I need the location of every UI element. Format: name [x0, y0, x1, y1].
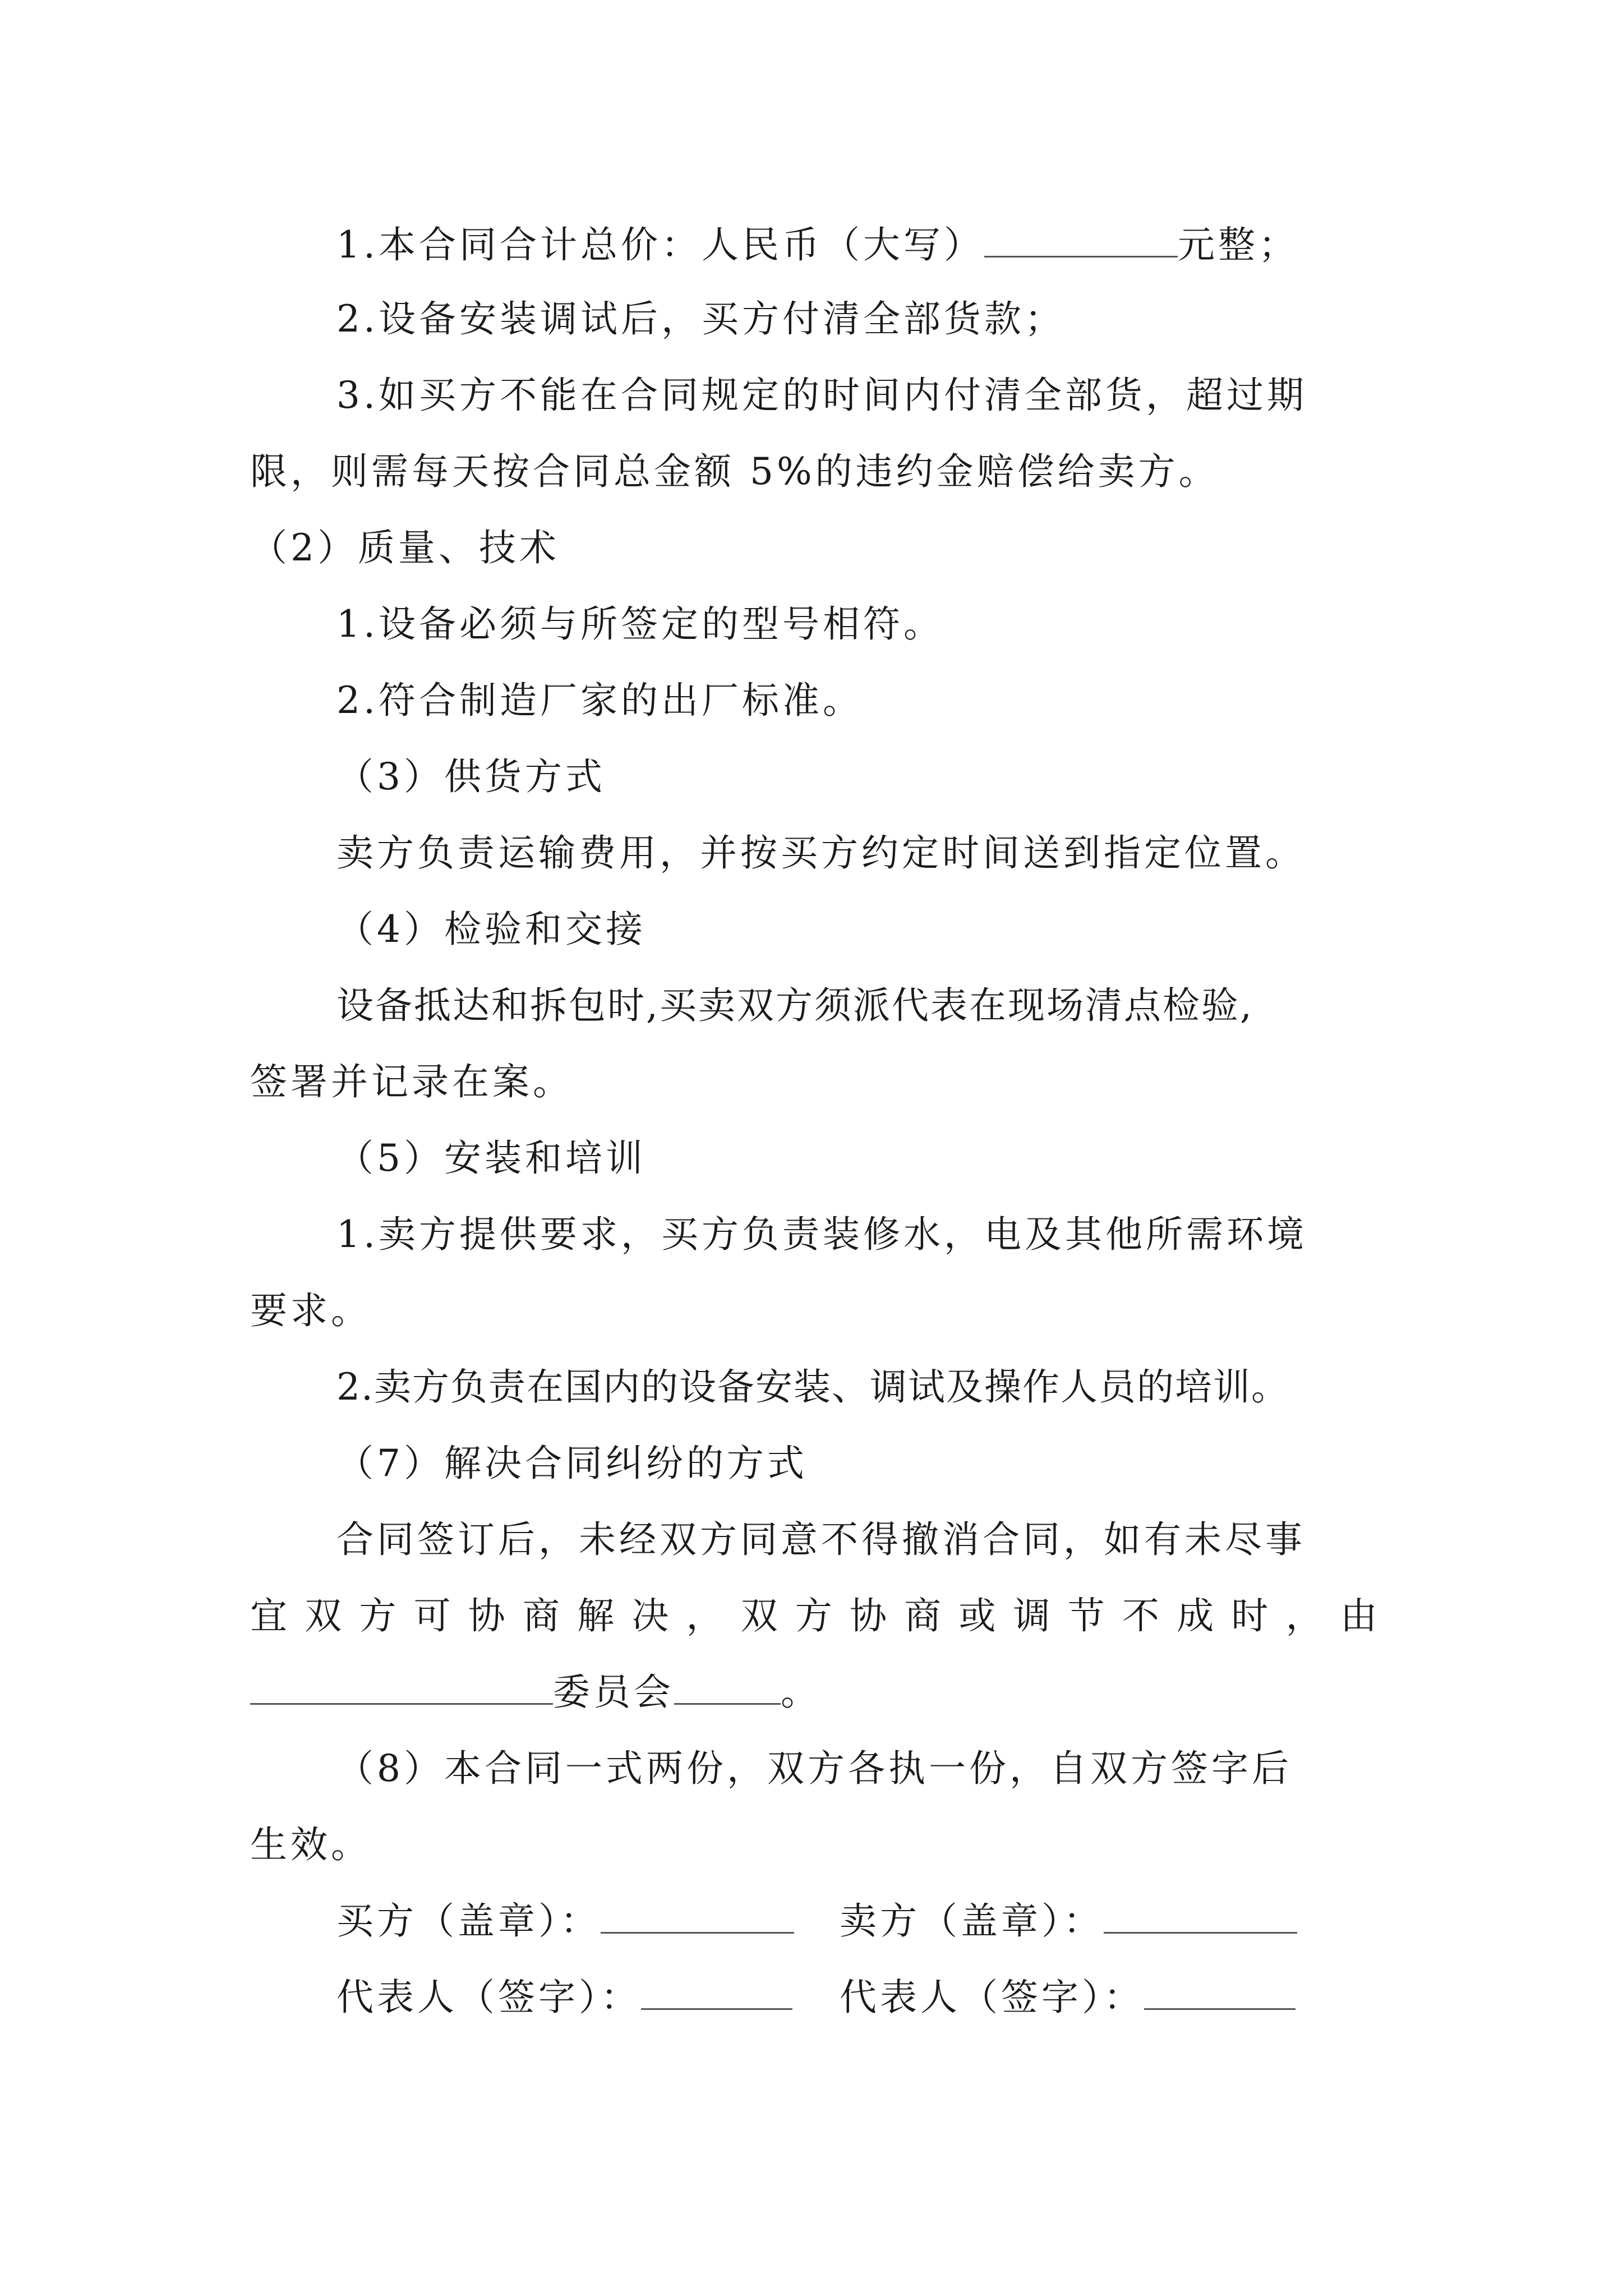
- payment-text: 2.设备安装调试后，买方付清全部货款；: [336, 297, 1065, 341]
- supply-text: 卖方负责运输费用，并按买方约定时间送到指定位置。: [336, 831, 1306, 875]
- inspection-text-line-2: [0, 1048, 1623, 1116]
- factory-standard-text: 2.符合制造厂家的出厂标准。: [336, 679, 863, 722]
- install-text-line-1: [0, 1201, 1623, 1268]
- committee-text: 委员会: [553, 1671, 674, 1714]
- late-payment-text-2: 限，则需每天按合同总金额 5%的违约金赔偿给卖方。: [250, 450, 1219, 493]
- copies-text-2: 生效。: [250, 1823, 371, 1866]
- total-price-line: [0, 211, 1623, 279]
- quality-heading-line: [0, 514, 1623, 582]
- payment-line: [0, 286, 1623, 353]
- training-text: 2.卖方负责在国内的设备安装、调试及操作人员的培训。: [336, 1365, 1289, 1409]
- model-match-text: 1.设备必须与所签定的型号相符。: [336, 602, 944, 646]
- inspection-text-1: 设备抵达和拆包时,买卖双方须派代表在现场清点检验,: [336, 984, 1253, 1027]
- training-line: [0, 1354, 1623, 1421]
- dispute-heading-line: [0, 1430, 1623, 1497]
- buyer-rep-field[interactable]: [641, 1973, 792, 2010]
- supply-heading: （3）供货方式: [336, 755, 606, 798]
- copies-line-2: [0, 1811, 1623, 1879]
- seller-rep-field[interactable]: [1144, 1973, 1295, 2010]
- late-payment-line-1: [0, 362, 1623, 429]
- dispute-text-line-1: [0, 1506, 1623, 1573]
- committee-blank-1: [250, 1668, 553, 1705]
- total-price-text: 1.本合同合计总价：人民币（大写）: [336, 223, 984, 266]
- install-text-1: 1.卖方提供要求，买方负责装修水，电及其他所需环境: [336, 1213, 1307, 1256]
- buyer-seal-field[interactable]: [601, 1897, 794, 1934]
- dispute-heading: （7）解决合同纠纷的方式: [336, 1442, 808, 1485]
- install-heading: （5）安装和培训: [336, 1137, 646, 1180]
- total-price-suffix: 元整；: [1177, 223, 1299, 266]
- seller-seal-label: 卖方（盖章）：: [840, 1899, 1104, 1943]
- seal-line: [0, 1888, 1623, 1955]
- dispute-text-line-2: [0, 1582, 1623, 1650]
- inspection-heading: （4）检验和交接: [336, 908, 646, 951]
- dispute-text-2: 宜 双 方 可 协 商 解 决 ， 双 方 协 商 或 调 节 不 成 时 ， 由: [250, 1594, 1377, 1637]
- seller-rep-label: 代表人（签字）：: [840, 1976, 1144, 2019]
- install-text-line-2: [0, 1277, 1623, 1345]
- copies-text-1: （8）本合同一式两份，双方各执一份，自双方签字后: [336, 1747, 1292, 1790]
- committee-blank-2: [674, 1668, 781, 1705]
- inspection-text-line-1: [0, 972, 1623, 1039]
- late-payment-text-1: 3.如买方不能在合同规定的时间内付清全部货，超过期: [336, 374, 1307, 417]
- quality-heading: （2）质量、技术: [250, 526, 560, 569]
- supply-text-line: [0, 820, 1623, 887]
- seller-seal-field[interactable]: [1104, 1897, 1297, 1934]
- supply-heading-line: [0, 743, 1623, 811]
- total-price-blank: [984, 221, 1178, 257]
- buyer-seal-label: 买方（盖章）：: [336, 1899, 601, 1943]
- factory-standard-line: [0, 667, 1623, 734]
- representative-line: [0, 1964, 1623, 2031]
- inspection-heading-line: [0, 896, 1623, 963]
- committee-end: 。: [781, 1671, 821, 1714]
- copies-line-1: [0, 1735, 1623, 1802]
- install-heading-line: [0, 1125, 1623, 1192]
- dispute-text-1: 合同签订后，未经双方同意不得撤消合同，如有未尽事: [336, 1518, 1306, 1561]
- late-payment-line-2: [0, 438, 1623, 505]
- inspection-text-2: 签署并记录在案。: [250, 1060, 573, 1103]
- buyer-rep-label: 代表人（签字）：: [336, 1976, 641, 2019]
- committee-line: [0, 1659, 1623, 1726]
- install-text-2: 要求。: [250, 1289, 371, 1332]
- model-match-line: [0, 591, 1623, 658]
